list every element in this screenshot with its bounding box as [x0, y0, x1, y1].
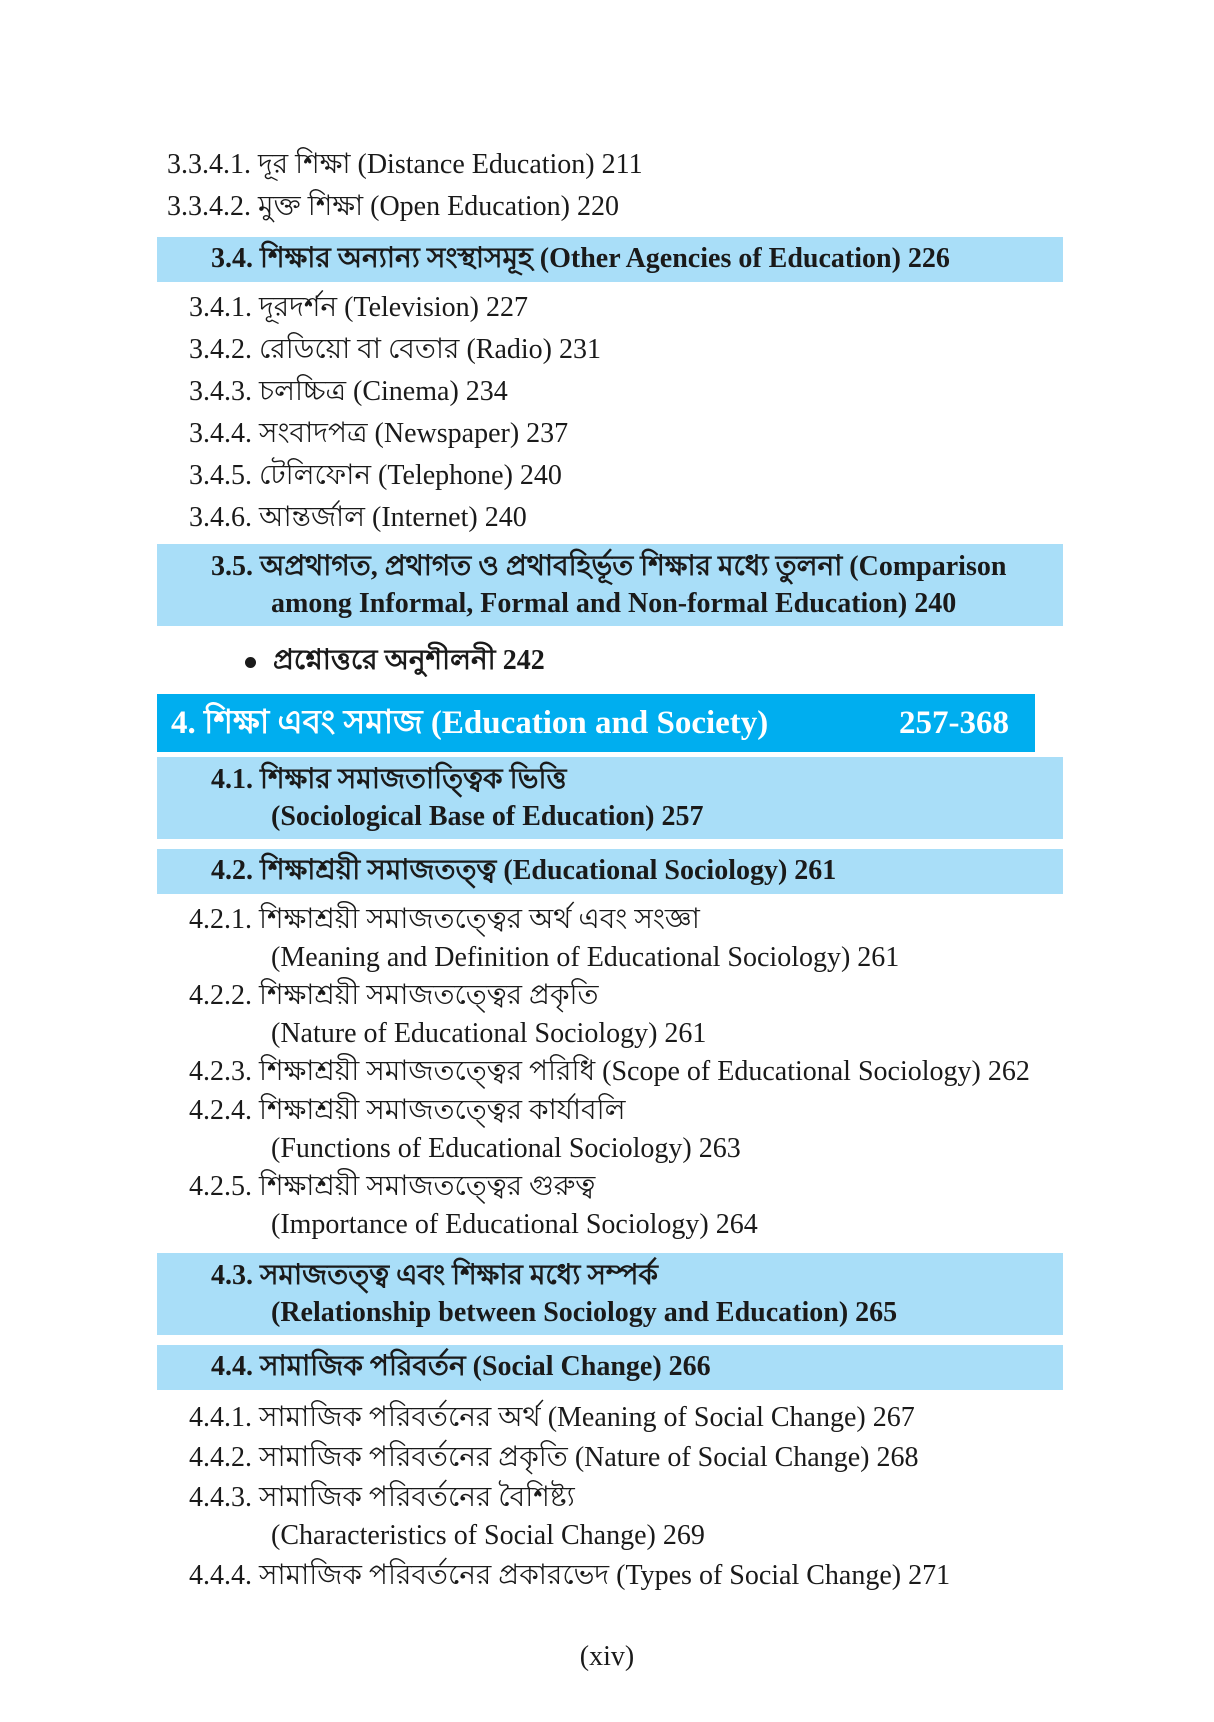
- section-band-4-2[interactable]: [157, 849, 1063, 894]
- entry-number: 4.2.3.: [189, 1056, 252, 1087]
- section-heading-4-2: [211, 853, 836, 889]
- entry-title: সামাজিক পরিবর্তনের প্রকৃতি (Nature of Social Change) 268: [259, 1442, 919, 1473]
- entry-title: শিক্ষাশ্রয়ী সমাজতত্ত্বের অর্থ এবং সংজ্ঞা: [259, 904, 700, 935]
- section-band-4-3[interactable]: [157, 1253, 1063, 1335]
- entry-title: সামাজিক পরিবর্তনের বৈশিষ্ট্য: [259, 1482, 575, 1513]
- entry-title-bn: মুক্ত শিক্ষা: [258, 191, 364, 222]
- section-page: 226: [907, 243, 950, 274]
- toc-entry-4-2-4[interactable]: [189, 1093, 625, 1129]
- entry-title: শিক্ষাশ্রয়ী সমাজতত্ত্বের কার্যাবলি: [259, 1095, 626, 1126]
- exercise-page: 242: [502, 645, 545, 676]
- entry-number: 4.4.4.: [189, 1560, 252, 1591]
- toc-entry-3-4-4[interactable]: [189, 416, 568, 452]
- entry-number: 4.2.2.: [189, 980, 252, 1011]
- entry-title: সামাজিক পরিবর্তনের অর্থ (Meaning of Social Change) 267: [259, 1402, 915, 1433]
- toc-entry-4-2-5-en[interactable]: (Importance of Educational Sociology) 264: [271, 1209, 758, 1240]
- entry-title-bn: আন্তর্জাল: [259, 502, 365, 533]
- entry-number: 3.4.3.: [189, 376, 252, 407]
- entry-title-en: (Cinema): [353, 376, 459, 407]
- section-number: 4.4.: [211, 1351, 253, 1382]
- entry-page: 227: [486, 292, 528, 323]
- entry-number: 3.4.6.: [189, 502, 252, 533]
- toc-entry-4-4-2[interactable]: [189, 1440, 919, 1476]
- section-number: 3.5.: [211, 551, 253, 582]
- section-title-bn: শিক্ষার অন্যান্য সংস্থাসমূহ: [260, 243, 533, 274]
- entry-title: শিক্ষাশ্রয়ী সমাজতত্ত্বের গুরুত্ব: [259, 1171, 596, 1202]
- entry-title-en: (Telephone): [378, 460, 513, 491]
- entry-title-bn: সংবাদপত্র: [259, 418, 368, 449]
- entry-number: 4.4.2.: [189, 1442, 252, 1473]
- toc-entry-3-4-1[interactable]: [189, 290, 528, 326]
- entry-page: 220: [576, 191, 619, 222]
- entry-number: 4.4.3.: [189, 1482, 252, 1513]
- entry-title-en: (Internet): [372, 502, 478, 533]
- chapter-page-range: 257-368: [899, 705, 1009, 741]
- toc-entry-4-4-3-en[interactable]: (Characteristics of Social Change) 269: [271, 1520, 705, 1551]
- toc-entry-3-4-6[interactable]: [189, 500, 527, 536]
- bullet-icon: [245, 657, 256, 668]
- entry-number: 4.4.1.: [189, 1402, 252, 1433]
- section-heading-4-3-line1: [211, 1258, 658, 1294]
- entry-number: 3.4.1.: [189, 292, 252, 323]
- entry-page: 237: [526, 418, 569, 449]
- entry-page: 234: [465, 376, 508, 407]
- section-heading-3-5-line1: [211, 549, 1006, 585]
- entry-title: শিক্ষাশ্রয়ী সমাজতত্ত্বের প্রকৃতি: [259, 980, 599, 1011]
- section-band-4-4[interactable]: [157, 1345, 1063, 1390]
- toc-entry-3-3-4-2[interactable]: [167, 189, 619, 225]
- entry-title-bn: চলচ্চিত্র: [259, 376, 347, 407]
- toc-entry-4-2-5[interactable]: [189, 1169, 595, 1205]
- section-heading-3-5-line2: among Informal, Formal and Non-formal Education) 240: [271, 588, 957, 619]
- section-title-en: (Other Agencies of Education): [539, 243, 901, 274]
- entry-page: 240: [519, 460, 562, 491]
- toc-entry-4-2-1-en[interactable]: (Meaning and Definition of Educational Sociology) 261: [271, 942, 900, 973]
- toc-entry-4-2-1[interactable]: [189, 902, 700, 938]
- entry-title-en: (Open Education): [370, 191, 570, 222]
- entry-title-bn: দূর শিক্ষা: [258, 149, 351, 180]
- section-heading-4-1-line2: (Sociological Base of Education) 257: [271, 801, 704, 832]
- toc-entry-3-3-4-1[interactable]: [167, 147, 643, 183]
- entry-number: 3.3.4.1.: [167, 149, 251, 180]
- entry-title: শিক্ষাশ্রয়ী সমাজতত্ত্বের পরিধি (Scope of Educational Sociology) 262: [259, 1056, 1030, 1087]
- toc-entry-4-4-3[interactable]: [189, 1480, 575, 1516]
- exercise-label: প্রশ্নোত্তরে অনুশীলনী: [273, 645, 496, 676]
- entry-page: 211: [601, 149, 643, 180]
- toc-entry-4-4-4[interactable]: [189, 1558, 950, 1594]
- entry-number: 4.2.4.: [189, 1095, 252, 1126]
- section-heading-3-4: [211, 241, 950, 277]
- entry-page: 240: [484, 502, 527, 533]
- entry-number: 3.4.2.: [189, 334, 252, 365]
- entry-title-bn: দূরদর্শন: [259, 292, 338, 323]
- entry-title-bn: রেডিয়ো বা বেতার: [259, 334, 460, 365]
- toc-entry-4-2-2-en[interactable]: (Nature of Educational Sociology) 261: [271, 1018, 707, 1049]
- entry-number: 4.2.1.: [189, 904, 252, 935]
- section-band-4-1[interactable]: [157, 757, 1063, 839]
- section-heading-4-3-line2: (Relationship between Sociology and Education) 265: [271, 1297, 898, 1328]
- section-title: সামাজিক পরিবর্তন (Social Change) 266: [260, 1351, 711, 1382]
- section-title: শিক্ষাশ্রয়ী সমাজতত্ত্ব (Educational Sociology) 261: [260, 855, 837, 886]
- entry-number: 3.4.5.: [189, 460, 252, 491]
- entry-title-en: (Newspaper): [374, 418, 520, 449]
- toc-entry-3-4-5[interactable]: [189, 458, 562, 494]
- chapter-band-4[interactable]: [157, 694, 1035, 752]
- entry-number: 4.2.5.: [189, 1171, 252, 1202]
- section-band-3-5[interactable]: [157, 544, 1063, 626]
- exercise-entry[interactable]: [245, 643, 545, 679]
- page-number: (xiv): [579, 1641, 635, 1672]
- section-band-3-4[interactable]: [157, 237, 1063, 282]
- entry-number: 3.3.4.2.: [167, 191, 251, 222]
- entry-title-bn: টেলিফোন: [259, 460, 372, 491]
- section-heading-4-4: [211, 1349, 711, 1385]
- toc-entry-3-4-3[interactable]: [189, 374, 508, 410]
- toc-entry-4-2-4-en[interactable]: (Functions of Educational Sociology) 263: [271, 1133, 741, 1164]
- section-number: 4.2.: [211, 855, 253, 886]
- section-number: 3.4.: [211, 243, 253, 274]
- section-number: 4.1.: [211, 764, 253, 795]
- section-heading-4-1-line1: [211, 762, 567, 798]
- chapter-title: 4. শিক্ষা এবং সমাজ (Education and Society): [171, 705, 769, 741]
- entry-page: 231: [558, 334, 601, 365]
- toc-entry-3-4-2[interactable]: [189, 332, 601, 368]
- toc-entry-4-2-2[interactable]: [189, 978, 599, 1014]
- section-title: সমাজতত্ত্ব এবং শিক্ষার মধ্যে সম্পর্ক: [260, 1260, 659, 1291]
- section-number: 4.3.: [211, 1260, 253, 1291]
- section-title: অপ্রথাগত, প্রথাগত ও প্রথাবহির্ভূত শিক্ষার মধ্যে তুলনা (Comparison: [260, 551, 1007, 582]
- toc-entry-4-2-3[interactable]: [189, 1054, 1030, 1090]
- toc-entry-4-4-1[interactable]: [189, 1400, 915, 1436]
- section-title: শিক্ষার সমাজতাত্ত্বিক ভিত্তি: [260, 764, 567, 795]
- entry-title: সামাজিক পরিবর্তনের প্রকারভেদ (Types of Social Change) 271: [259, 1560, 951, 1591]
- entry-title-en: (Distance Education): [357, 149, 595, 180]
- entry-title-en: (Television): [344, 292, 479, 323]
- entry-number: 3.4.4.: [189, 418, 252, 449]
- entry-title-en: (Radio): [466, 334, 552, 365]
